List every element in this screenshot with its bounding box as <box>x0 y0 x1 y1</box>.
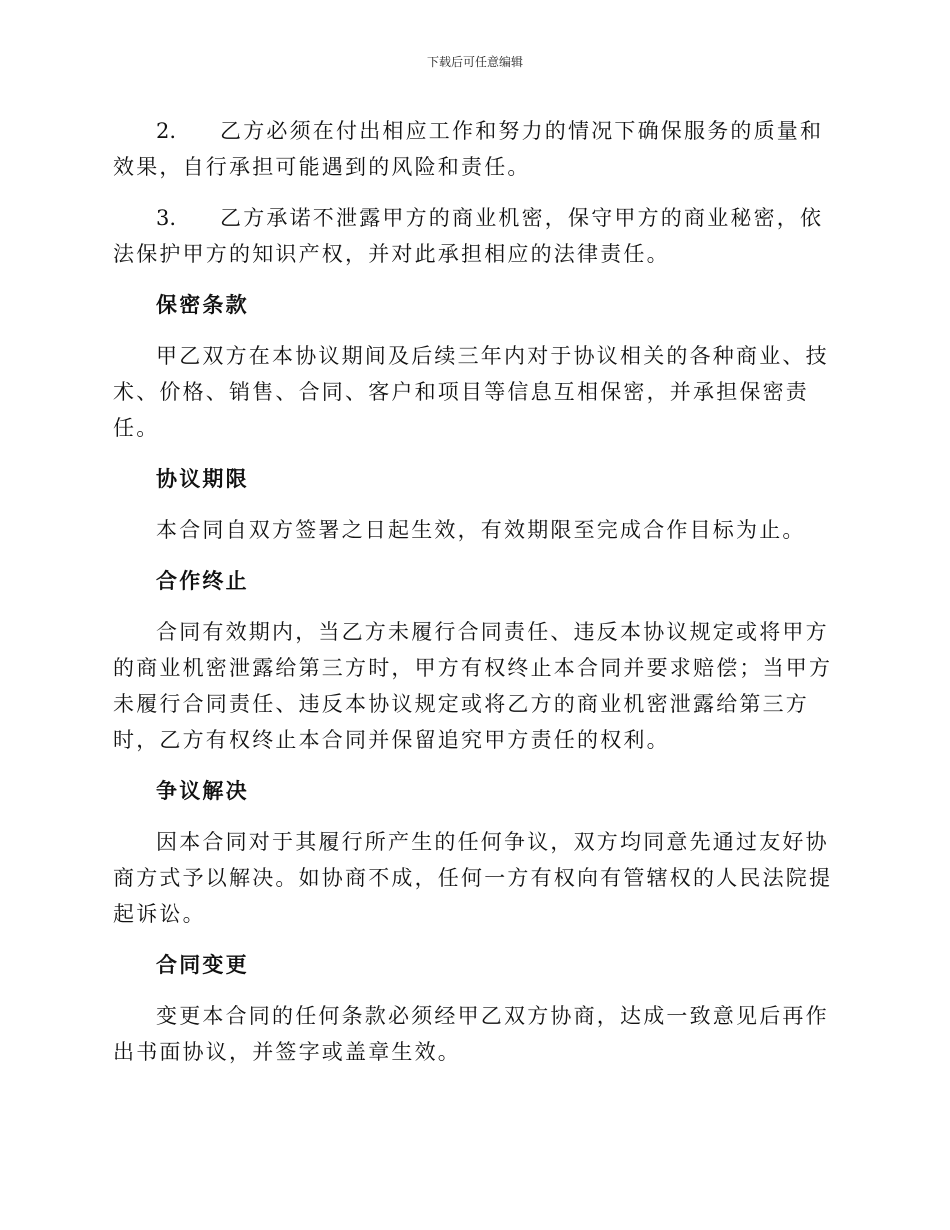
section-body-term: 本合同自双方签署之日起生效，有效期限至完成合作目标为止。 <box>156 518 806 542</box>
section-heading-term: 协议期限 <box>156 466 249 491</box>
section-heading-dispute: 争议解决 <box>156 778 249 803</box>
section-heading-termination: 合作终止 <box>156 568 249 593</box>
section-heading-amendment: 合同变更 <box>156 952 249 977</box>
clause-number: 2. <box>156 119 177 143</box>
section-heading-confidentiality: 保密条款 <box>156 292 249 317</box>
section-body-confidentiality: 甲乙双方在本协议期间及后续三年内对于协议相关的各种商业、技术、价格、销售、合同、客户和项目等信息互相保密，并承担保密责任。 <box>113 344 829 440</box>
section-body-termination: 合同有效期内，当乙方未履行合同责任、违反本协议规定或将甲方的商业机密泄露给第三方时，甲方有权终止本合同并要求赔偿；当甲方未履行合同责任、违反本协议规定或将乙方的商业机密泄露给第三方时，乙方有权终止本合同并保留追究甲方责任的权利。 <box>113 620 833 752</box>
clause-number: 3. <box>156 206 177 230</box>
document-body <box>113 113 843 1085</box>
section-body-amendment: 变更本合同的任何条款必须经甲乙双方协商，达成一致意见后再作出书面协议，并签字或盖章生效。 <box>113 1004 829 1064</box>
clause-2 <box>113 113 843 185</box>
clause-3 <box>113 200 843 272</box>
section-body-dispute: 因本合同对于其履行所产生的任何争议，双方均同意先通过友好协商方式予以解决。如协商不成，任何一方有权向有管辖权的人民法院提起诉讼。 <box>113 830 833 926</box>
clause-text: 乙方承诺不泄露甲方的商业机密，保守甲方的商业秘密，依法保护甲方的知识产权，并对此承担相应的法律责任。 <box>113 206 824 266</box>
clause-text: 乙方必须在付出相应工作和努力的情况下确保服务的质量和效果，自行承担可能遇到的风险和责任。 <box>113 119 824 179</box>
page-header: 下载后可任意编辑 <box>426 55 523 69</box>
